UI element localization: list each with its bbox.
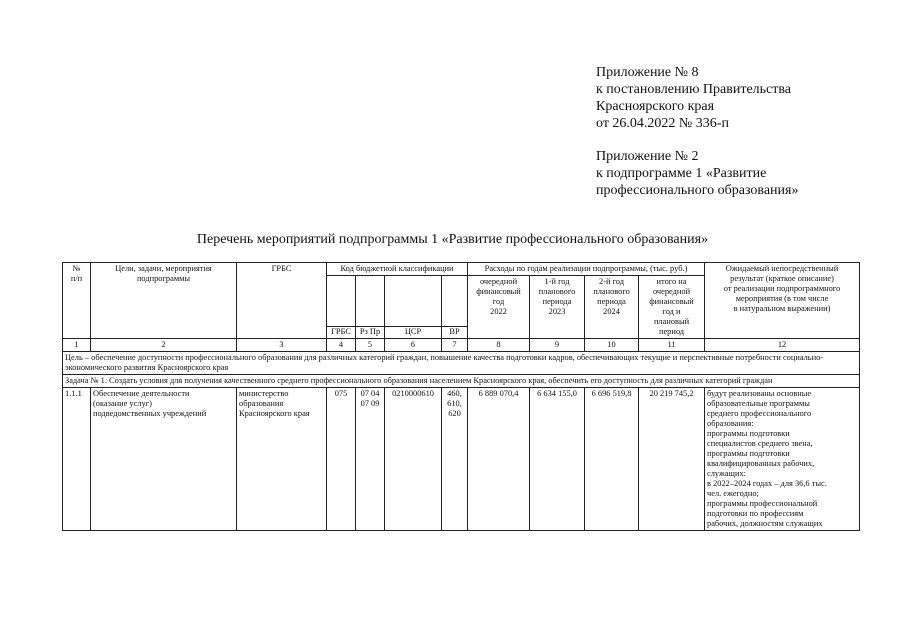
- column-number: 10: [585, 339, 639, 352]
- column-number: 9: [530, 339, 585, 352]
- appendix-sub-block: [596, 148, 798, 199]
- column-number: 4: [327, 339, 356, 352]
- appendix-sub-line: к подпрограмме 1 «Развитие: [596, 166, 767, 181]
- column-number: 12: [705, 339, 860, 352]
- task-row: [63, 375, 860, 388]
- item-rzpr: 07 04 07 09: [356, 388, 385, 531]
- column-number: 1: [63, 339, 91, 352]
- item-2023: 6 634 155,0: [530, 388, 585, 531]
- column-number-row: [63, 339, 860, 352]
- appendix-main-line: от 26.04.2022 № 336-п: [596, 116, 729, 131]
- header-year-2022: очередной финансовый год 2022: [468, 276, 530, 339]
- kbk-csr-label: ЦСР: [385, 326, 441, 337]
- appendix-main-line: Красноярского края: [596, 99, 715, 114]
- column-number: 2: [91, 339, 237, 352]
- appendix-sub-line: профессионального образования»: [596, 183, 799, 198]
- header-goals: Цели, задачи, мероприятия подпрограммы: [91, 263, 237, 339]
- measure-row: [63, 388, 860, 531]
- measures-table: [62, 262, 860, 531]
- item-csr: 0210000610: [385, 388, 442, 531]
- item-grbs-code: 075: [327, 388, 356, 531]
- item-2024: 6 696 519,8: [585, 388, 639, 531]
- goal-row: [63, 352, 860, 375]
- item-name: Обеспечение деятельности (оказание услуг) подведомственных учреждений: [91, 388, 237, 531]
- item-grbs-name: министерство образования Красноярского края: [237, 388, 327, 531]
- appendix-main-line: к постановлению Правительства: [596, 82, 792, 97]
- appendix-main-line: Приложение № 8: [596, 65, 699, 80]
- task-row-text: Задача № 1. Создать условия для получения качественного среднего профессионального образования населением Красноярского края, обеспечить его доступность для различных категорий граждан: [63, 375, 860, 388]
- header-result: Ожидаемый непосредственный результат (краткое описание) от реализации подпрограммного мероприятия (в том числе в натуральном выражении): [705, 263, 860, 339]
- item-vr: 460, 610, 620: [442, 388, 468, 531]
- kbk-csr-cell: [385, 276, 442, 339]
- document-title: Перечень мероприятий подпрограммы 1 «Развитие профессионального образования»: [196, 232, 709, 247]
- item-total: 20 219 745,2: [639, 388, 705, 531]
- header-year-2024: 2-й год планового периода 2024: [585, 276, 639, 339]
- column-number: 3: [237, 339, 327, 352]
- header-num: № п/п: [63, 263, 91, 339]
- column-number: 6: [385, 339, 442, 352]
- appendix-sub-line: Приложение № 2: [596, 149, 699, 164]
- header-kbk: Код бюджетной классификации: [327, 263, 468, 276]
- header-grbs: ГРБС: [237, 263, 327, 339]
- item-num: 1.1.1: [63, 388, 91, 531]
- header-expenses: Расходы по годам реализации подпрограммы, (тыс. руб.): [468, 263, 705, 276]
- kbk-grbs-label: ГРБС: [327, 326, 355, 337]
- header-year-total: итого на очередной финансовый год и плановый период: [639, 276, 705, 339]
- header-year-2023: 1-й год планового периода 2023: [530, 276, 585, 339]
- item-result: будут реализованы основные образовательные программы среднего профессионального образования: программы подготовки специалистов среднего звена, программы подготовки квалифицированных рабочих, служащих: в 2022–2024 годах – для 36,6 тыс. чел. ежегодно; программы профессиональной подготовки по профессиям рабочих, должностям служащих: [705, 388, 860, 531]
- column-number: 7: [442, 339, 468, 352]
- kbk-rzpr-cell: [356, 276, 385, 339]
- item-2022: 6 889 070,4: [468, 388, 530, 531]
- kbk-vr-label: ВР: [442, 326, 467, 337]
- column-number: 11: [639, 339, 705, 352]
- header-row: [63, 263, 860, 276]
- kbk-rzpr-label: Рз Пр: [356, 326, 384, 337]
- kbk-vr-cell: [442, 276, 468, 339]
- column-number: 5: [356, 339, 385, 352]
- goal-row-text: Цель – обеспечение доступности профессионального образования для различных категорий граждан, повышение качества подготовки кадров, обеспечивающих текущие и перспективные потребности социально-экономического развития Красноярского края: [63, 352, 860, 375]
- appendix-main-block: [596, 64, 791, 132]
- column-number: 8: [468, 339, 530, 352]
- kbk-grbs-cell: [327, 276, 356, 339]
